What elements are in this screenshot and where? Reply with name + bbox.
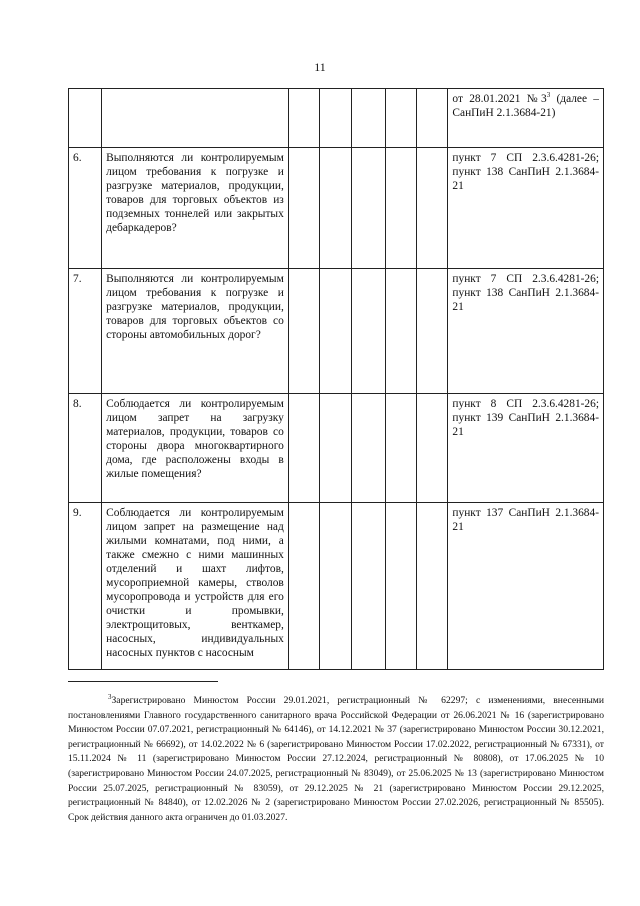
question-cell: Соблюдается ли контролируемым лицом запрет на размещение над жилыми комнатами, под ними, а также смежно с ними машинных отделений и шахт лифтов, мусороприемной камеры, стволов мусоропровода и устройств для его очистки и промывки, электрощитовых, венткамер, насосных, индивидуальных насосных пунктов с насосным <box>102 503 289 670</box>
answer-cell <box>417 148 448 269</box>
answer-cell <box>386 503 417 670</box>
answer-cell <box>319 89 351 148</box>
table-row <box>69 148 604 269</box>
answer-cell <box>319 503 351 670</box>
answer-cell <box>386 394 417 503</box>
checklist-table <box>68 88 604 670</box>
row-number: 7. <box>69 269 102 394</box>
question-cell: Выполняются ли контролируемым лицом требования к погрузке и разгрузке материалов, продукции, товаров для торговых объектов из подземных тоннелей или закрытых дебаркадеров? <box>102 148 289 269</box>
answer-cell <box>319 394 351 503</box>
answer-cell <box>386 269 417 394</box>
reference-cell <box>448 89 604 148</box>
row-number <box>69 89 102 148</box>
answer-cell <box>417 269 448 394</box>
answer-cell <box>288 394 319 503</box>
question-cell: Соблюдается ли контролируемым лицом запрет на загрузку материалов, продукции, товаров со стороны двора многоквартирного дома, где расположены входы в жилые помещения? <box>102 394 289 503</box>
table-row <box>69 503 604 670</box>
answer-cell <box>288 269 319 394</box>
answer-cell <box>386 148 417 269</box>
row-number: 6. <box>69 148 102 269</box>
answer-cell <box>417 394 448 503</box>
question-cell: Выполняются ли контролируемым лицом требования к погрузке и разгрузке материалов, продукции, товаров для торговых объектов со стороны автомобильных дорог? <box>102 269 289 394</box>
reference-text-tail: (далее – СанПиН 2.1.3684-21) <box>452 93 599 119</box>
answer-cell <box>352 269 386 394</box>
answer-cell <box>288 503 319 670</box>
answer-cell <box>352 394 386 503</box>
reference-cell: пункт 8 СП 2.3.6.4281-26; пункт 139 СанПиН 2.1.3684-21 <box>448 394 604 503</box>
footnote-ref-marker: 3 <box>546 91 551 100</box>
footnote <box>68 694 604 825</box>
reference-cell: пункт 137 СанПиН 2.1.3684-21 <box>448 503 604 670</box>
table-row <box>69 394 604 503</box>
page-number: 11 <box>314 60 326 74</box>
reference-cell: пункт 7 СП 2.3.6.4281-26; пункт 138 СанПиН 2.1.3684-21 <box>448 269 604 394</box>
answer-cell <box>319 269 351 394</box>
row-number: 8. <box>69 394 102 503</box>
answer-cell <box>417 89 448 148</box>
footnote-separator <box>68 681 218 682</box>
answer-cell <box>352 89 386 148</box>
footnote-marker: 3 <box>108 692 112 701</box>
answer-cell <box>352 503 386 670</box>
table-row <box>69 89 604 148</box>
row-number: 9. <box>69 503 102 670</box>
answer-cell <box>288 89 319 148</box>
answer-cell <box>288 148 319 269</box>
answer-cell <box>352 148 386 269</box>
table-row <box>69 269 604 394</box>
answer-cell <box>417 503 448 670</box>
question-cell <box>102 89 289 148</box>
answer-cell <box>319 148 351 269</box>
answer-cell <box>386 89 417 148</box>
reference-cell: пункт 7 СП 2.3.6.4281-26; пункт 138 СанПиН 2.1.3684-21 <box>448 148 604 269</box>
footnote-text: Зарегистрировано Минюстом России 29.01.2021, регистрационный № 62297; с изменениями, внесенными постановлениями Главного государственного санитарного врача Российской Федерации от 26.06.2021 № 16 (зарегистрировано Минюстом России 07.07.2021, регистрационный № 64146), от 14.12.2021 № 37 (зарегистрировано Минюстом России 30.12.2021, регистрационный № 66692), от 14.02.2022 № 6 (зарегистрировано Минюстом России 17.02.2022, регистрационный № 67331), от 15.11.2024 № 11 (зарегистрировано Минюстом России 27.12.2024, регистрационный № 80808), от 17.06.2025 № 10 (зарегистрировано Минюстом России 24.07.2025, регистрационный № 83049), от 25.06.2025 № 13 (зарегистрировано Минюстом России 25.07.2025, регистрационный № 83059), от 29.12.2025 № 21 (зарегистрировано Минюстом России 29.12.2025, регистрационный № 84840), от 12.02.2026 № 2 (зарегистрировано Минюстом России 27.02.2026, регистрационный № 85505). Срок действия данного акта ограничен до 01.03.2027. <box>68 695 604 823</box>
reference-text: от 28.01.2021 №3 <box>452 93 547 105</box>
